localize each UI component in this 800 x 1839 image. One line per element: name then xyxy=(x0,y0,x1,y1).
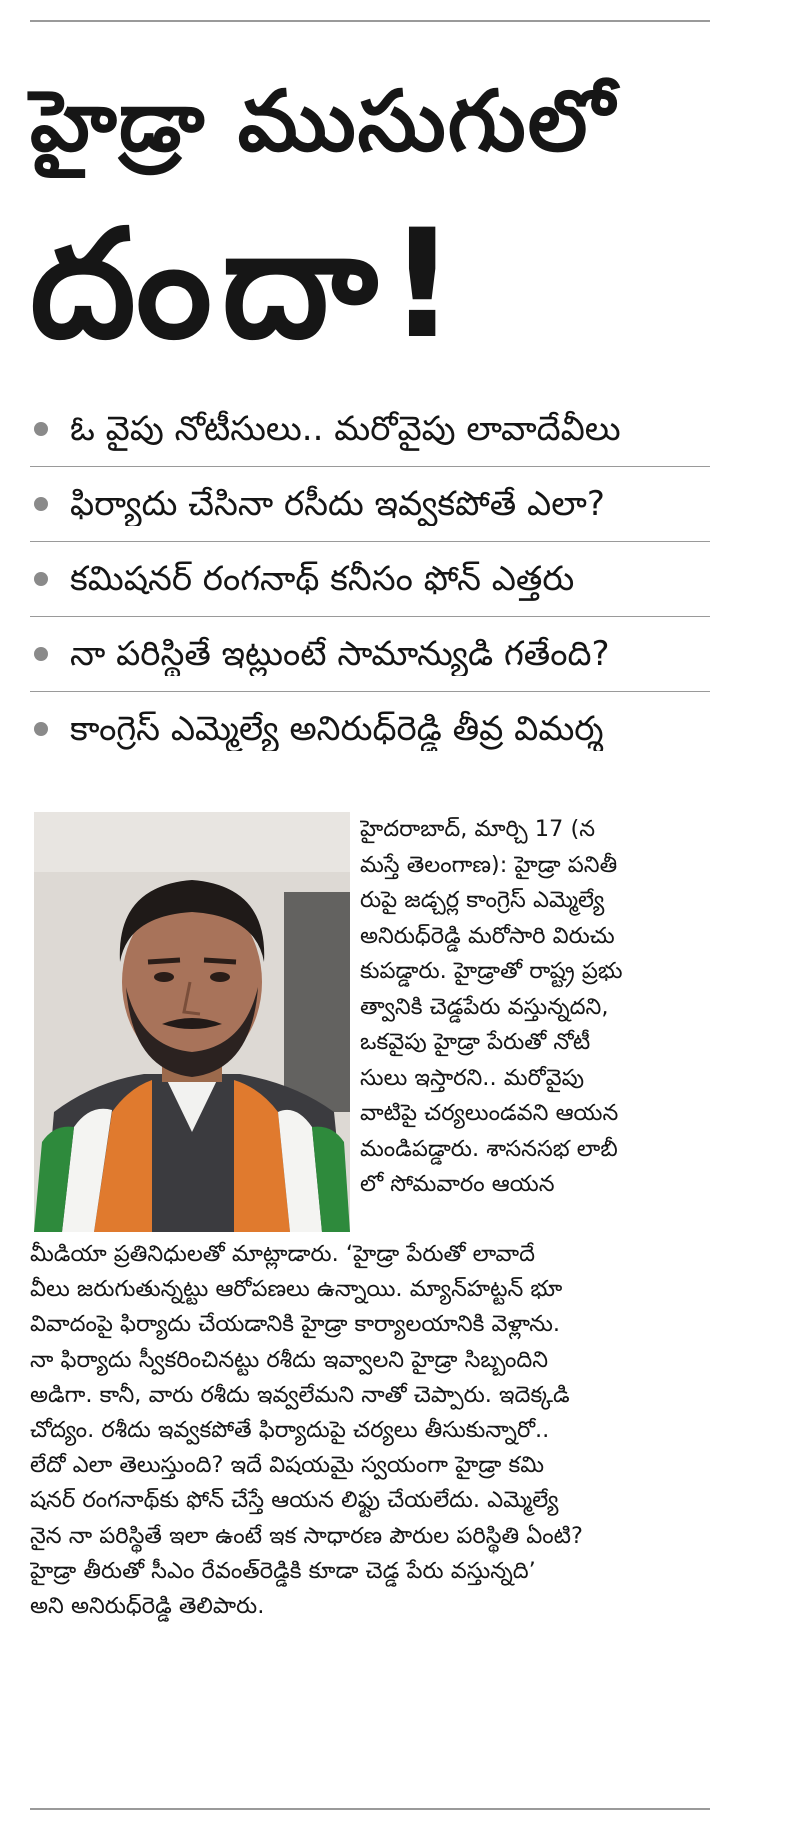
article-line: చోద్యం. రశీదు ఇవ్వకపోతే ఫిర్యాదుపై చర్యలు తీసుకున్నారో.. xyxy=(30,1417,550,1444)
bullet-dot-icon xyxy=(34,422,48,436)
article-line: వివాదంపై ఫిర్యాదు చేయడానికి హైడ్రా కార్యాలయానికి వెళ్లాను. xyxy=(30,1311,561,1338)
bullet-dot-icon xyxy=(34,722,48,736)
bullet-list xyxy=(30,392,710,766)
bullet-item xyxy=(30,392,710,467)
article-column-text xyxy=(360,812,710,1203)
article-line: అనిరుధ్‌రెడ్డి మరోసారి విరుచు xyxy=(360,922,615,949)
article-line: నైన నా పరిస్థితే ఇలా ఉంటే ఇక సాధారణ పౌరుల పరిస్థితి ఏంటి? xyxy=(30,1522,583,1549)
article-line: మీడియా ప్రతినిధులతో మాట్లాడారు. ‘హైడ్రా పేరుతో లావాదే xyxy=(30,1241,535,1267)
bullet-text: కాంగ్రెస్ ఎమ్మెల్యే అనిరుధ్‌రెడ్డి తీవ్ర విమర్శ xyxy=(70,709,604,749)
article-line: మస్తే తెలంగాణ): హైడ్రా పనితీ xyxy=(360,851,618,878)
headline-line-1: హైడ్రా ముసుగులో xyxy=(30,72,617,170)
article-line: మండిపడ్డారు. శాసనసభ లాబీ xyxy=(360,1135,618,1162)
headline-line-2: దందా! xyxy=(30,198,467,372)
article-line: సులు ఇస్తారని.. మరోవైపు xyxy=(360,1064,585,1091)
article-line: అని అనిరుధ్‌రెడ్డి తెలిపారు. xyxy=(30,1593,265,1620)
top-rule xyxy=(30,20,710,22)
bullet-dot-icon xyxy=(34,497,48,511)
bullet-text: ఓ వైపు నోటీసులు.. మరోవైపు లావాదేవీలు xyxy=(70,409,621,449)
article-line: అడిగా. కానీ, వారు రశీదు ఇవ్వలేమని నాతో చెప్పారు. ఇదెక్కడి xyxy=(30,1381,570,1408)
article-body-text xyxy=(30,1237,720,1624)
article-line: కుపడ్డారు. హైడ్రాతో రాష్ట్ర ప్రభు xyxy=(360,958,623,984)
bullet-item xyxy=(30,692,710,766)
article-line: లో సోమవారం ఆయన xyxy=(360,1171,555,1197)
bullet-item xyxy=(30,467,710,542)
article-line: షనర్ రంగనాథ్‌కు ఫోన్ చేస్తే ఆయన లిఫ్టు చేయలేదు. ఎమ్మెల్యే xyxy=(30,1487,559,1514)
bullet-text: కమిషనర్ రంగనాథ్ కనీసం ఫోన్ ఎత్తరు xyxy=(70,559,575,599)
article-line: వీలు జరుగుతున్నట్టు ఆరోపణలు ఉన్నాయి. మ్యాన్‌హట్టన్ భూ xyxy=(30,1276,563,1303)
article-line: హైదరాబాద్, మార్చి 17 (న xyxy=(360,816,596,842)
bottom-rule xyxy=(30,1808,710,1810)
article-line: రుపై జడ్చర్ల కాంగ్రెస్ ఎమ్మెల్యే xyxy=(360,887,605,913)
bullet-item xyxy=(30,617,710,692)
portrait-photo xyxy=(34,812,350,1232)
bullet-dot-icon xyxy=(34,647,48,661)
article-line: హైడ్రా తీరుతో సీఎం రేవంత్‌రెడ్డికి కూడా చెడ్డ పేరు వస్తున్నది’ xyxy=(30,1557,536,1584)
bullet-dot-icon xyxy=(34,572,48,586)
bullet-item xyxy=(30,542,710,617)
article-line: వాటిపై చర్యలుండవని ఆయన xyxy=(360,1100,619,1126)
bullet-text: ఫిర్యాదు చేసినా రసీదు ఇవ్వకపోతే ఎలా? xyxy=(70,484,605,524)
article-line: నా ఫిర్యాదు స్వీకరించినట్టు రశీదు ఇవ్వాలని హైడ్రా సిబ్బందిని xyxy=(30,1346,549,1373)
bullet-text: నా పరిస్థితే ఇట్లుంటే సామాన్యుడి గతేంది? xyxy=(70,634,610,674)
article-line: ఒకవైపు హైడ్రా పేరుతో నోటీ xyxy=(360,1029,591,1055)
article-line: లేదో ఎలా తెలుస్తుంది? ఇదే విషయమై స్వయంగా హైడ్రా కమి xyxy=(30,1452,545,1479)
article-line: త్వానికి చెడ్డపేరు వస్తున్నదని, xyxy=(360,993,609,1020)
